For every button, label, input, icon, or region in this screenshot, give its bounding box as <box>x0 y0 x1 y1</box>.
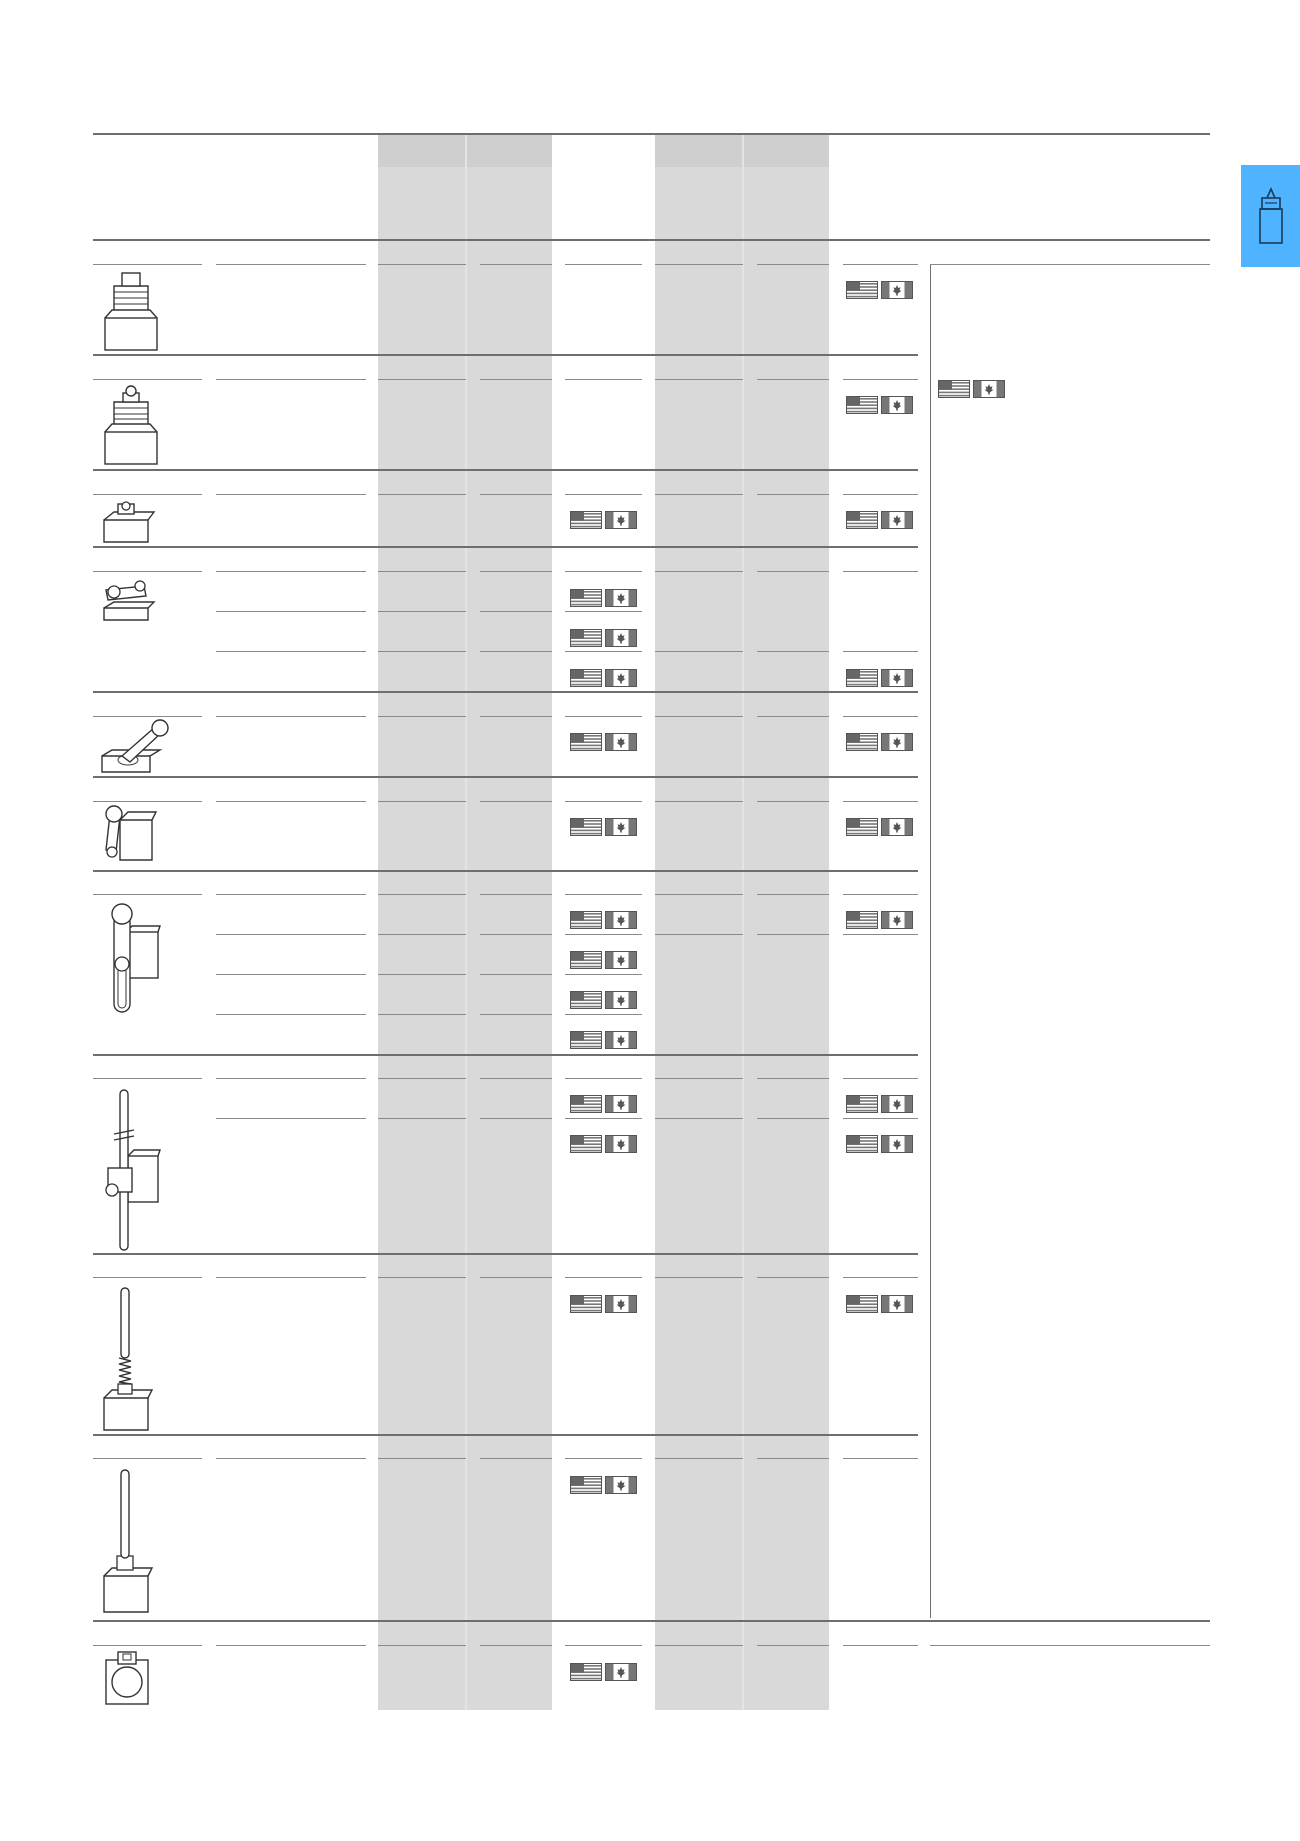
small-roller-plunger-icon <box>98 496 158 546</box>
section-rule <box>93 691 918 693</box>
section-rule <box>93 354 918 356</box>
row-rule <box>655 934 743 935</box>
row-rule <box>378 611 466 612</box>
row-rule <box>378 934 466 935</box>
row-rule <box>480 974 552 975</box>
row-rule <box>378 651 466 652</box>
us-canada-flags-icon <box>846 818 913 836</box>
row-rule <box>378 1277 466 1278</box>
us-canada-flags-icon <box>570 1031 637 1049</box>
row-rule <box>378 974 466 975</box>
us-canada-flags-icon <box>938 380 1005 398</box>
us-canada-flags-icon <box>570 511 637 529</box>
section-rule <box>93 546 918 548</box>
row-rule <box>655 1645 743 1646</box>
row-rule <box>378 894 466 895</box>
row-rule <box>480 379 552 380</box>
row-rule <box>655 1458 743 1459</box>
cat-whisker-icon <box>98 1466 158 1616</box>
row-rule <box>843 571 918 572</box>
row-rule <box>757 571 829 572</box>
row-rule <box>480 611 552 612</box>
us-canada-flags-icon <box>846 1095 913 1113</box>
row-rule <box>843 716 918 717</box>
row-rule <box>378 571 466 572</box>
rod-lever-icon <box>98 1086 164 1254</box>
row-rule <box>757 651 829 652</box>
row-rule <box>843 801 918 802</box>
us-canada-flags-icon <box>570 589 637 607</box>
row-rule <box>843 1458 918 1459</box>
row-rule <box>216 801 366 802</box>
row-rule <box>378 1014 466 1015</box>
row-rule <box>843 1645 918 1646</box>
row-rule <box>565 611 642 612</box>
row-rule <box>757 1458 829 1459</box>
row-rule <box>93 894 202 895</box>
row-rule <box>216 264 366 265</box>
row-rule <box>480 1078 552 1079</box>
row-rule <box>216 1458 366 1459</box>
spring-rod-icon <box>98 1284 158 1434</box>
us-canada-flags-icon <box>570 1135 637 1153</box>
row-rule <box>565 716 642 717</box>
us-canada-flags-icon <box>570 911 637 929</box>
row-rule <box>655 651 743 652</box>
row-rule <box>378 801 466 802</box>
row-rule <box>93 571 202 572</box>
row-rule <box>93 1458 202 1459</box>
us-canada-flags-icon <box>570 991 637 1009</box>
row-rule <box>655 894 743 895</box>
section-rule <box>93 469 918 471</box>
row-rule <box>565 1014 642 1015</box>
us-canada-flags-icon <box>846 511 913 529</box>
row-rule <box>378 1645 466 1646</box>
row-rule <box>757 1078 829 1079</box>
row-rule <box>93 1078 202 1079</box>
us-canada-flags-icon <box>570 1663 637 1681</box>
row-rule <box>757 1645 829 1646</box>
row-rule <box>480 801 552 802</box>
row-rule <box>93 264 202 265</box>
row-rule <box>480 494 552 495</box>
row-rule <box>565 379 642 380</box>
row-rule <box>843 1078 918 1079</box>
row-rule <box>565 934 642 935</box>
shaded-column-3 <box>655 135 743 1710</box>
us-canada-flags-icon <box>846 1135 913 1153</box>
row-rule <box>655 801 743 802</box>
row-rule <box>216 1014 366 1015</box>
row-rule <box>565 801 642 802</box>
rotary-roller-lever-icon <box>98 800 158 866</box>
adjustable-roller-lever-icon <box>98 900 164 1016</box>
row-rule <box>480 1277 552 1278</box>
us-canada-flags-icon <box>570 1476 637 1494</box>
column-divider <box>465 135 467 1710</box>
table-top-rule <box>93 133 1210 135</box>
section-rule <box>93 776 918 778</box>
row-rule <box>843 894 918 895</box>
row-rule <box>378 716 466 717</box>
section-rule <box>93 1434 918 1436</box>
row-rule <box>216 611 366 612</box>
row-rule <box>843 934 918 935</box>
row-rule <box>216 1078 366 1079</box>
row-rule <box>655 1078 743 1079</box>
row-rule <box>757 379 829 380</box>
row-rule <box>480 1118 552 1119</box>
metal-plunger-icon <box>98 270 164 354</box>
row-rule <box>565 1277 642 1278</box>
row-rule <box>565 974 642 975</box>
side-tab[interactable] <box>1241 165 1300 267</box>
us-canada-flags-icon <box>570 1095 637 1113</box>
section-rule <box>93 870 918 872</box>
row-rule <box>378 379 466 380</box>
row-rule <box>480 264 552 265</box>
us-canada-flags-icon <box>846 733 913 751</box>
row-rule <box>843 264 918 265</box>
us-canada-flags-icon <box>570 629 637 647</box>
roller-plunger-icon <box>98 384 164 468</box>
us-canada-flags-icon <box>570 951 637 969</box>
row-rule <box>480 1458 552 1459</box>
row-rule <box>93 1645 202 1646</box>
row-rule <box>757 264 829 265</box>
row-rule <box>216 716 366 717</box>
shaded-column-2 <box>466 135 552 1710</box>
notes-panel-bottom <box>930 1645 1210 1646</box>
row-rule <box>565 1645 642 1646</box>
row-rule <box>216 571 366 572</box>
us-canada-flags-icon <box>846 669 913 687</box>
row-rule <box>216 894 366 895</box>
limit-switch-icon <box>1241 165 1300 267</box>
row-rule <box>216 1277 366 1278</box>
us-canada-flags-icon <box>570 669 637 687</box>
roller-lever-arm-icon <box>98 716 174 776</box>
row-rule <box>757 1277 829 1278</box>
notes-flags <box>938 380 1005 398</box>
us-canada-flags-icon <box>570 818 637 836</box>
row-rule <box>216 379 366 380</box>
row-rule <box>216 651 366 652</box>
row-rule <box>843 1277 918 1278</box>
row-rule <box>216 934 366 935</box>
shaded-column-4 <box>743 135 829 1710</box>
row-rule <box>565 264 642 265</box>
row-rule <box>378 494 466 495</box>
us-canada-flags-icon <box>570 1295 637 1313</box>
column-divider <box>742 135 744 1710</box>
row-rule <box>480 571 552 572</box>
row-rule <box>216 1645 366 1646</box>
section-rule <box>93 1054 918 1056</box>
row-rule <box>757 934 829 935</box>
row-rule <box>565 1118 642 1119</box>
us-canada-flags-icon <box>846 281 913 299</box>
us-canada-flags-icon <box>846 1295 913 1313</box>
row-rule <box>480 894 552 895</box>
us-canada-flags-icon <box>846 911 913 929</box>
roller-lever-icon <box>98 574 158 624</box>
row-rule <box>216 494 366 495</box>
row-rule <box>757 894 829 895</box>
row-rule <box>378 1078 466 1079</box>
row-rule <box>565 894 642 895</box>
row-rule <box>565 494 642 495</box>
section-rule <box>93 1253 918 1255</box>
row-rule <box>480 651 552 652</box>
notes-panel-top <box>930 264 1210 265</box>
header-bottom-rule <box>93 239 1210 241</box>
row-rule <box>655 1118 743 1119</box>
notes-panel-border <box>930 264 931 1618</box>
row-rule <box>757 801 829 802</box>
row-rule <box>655 1277 743 1278</box>
shaded-column-1 <box>378 135 466 1710</box>
row-rule <box>655 716 743 717</box>
row-rule <box>757 1118 829 1119</box>
row-rule <box>480 1645 552 1646</box>
us-canada-flags-icon <box>570 733 637 751</box>
row-rule <box>843 494 918 495</box>
row-rule <box>843 651 918 652</box>
row-rule <box>655 264 743 265</box>
row-rule <box>565 571 642 572</box>
row-rule <box>843 1118 918 1119</box>
row-rule <box>378 1458 466 1459</box>
row-rule <box>655 571 743 572</box>
row-rule <box>757 494 829 495</box>
row-rule <box>655 379 743 380</box>
row-rule <box>480 1014 552 1015</box>
row-rule <box>480 934 552 935</box>
row-rule <box>843 379 918 380</box>
head-icon <box>98 1648 158 1708</box>
us-canada-flags-icon <box>846 396 913 414</box>
row-rule <box>565 1458 642 1459</box>
row-rule <box>480 716 552 717</box>
row-rule <box>93 494 202 495</box>
section-rule <box>93 1620 1210 1622</box>
row-rule <box>93 1277 202 1278</box>
row-rule <box>93 379 202 380</box>
row-rule <box>565 651 642 652</box>
row-rule <box>378 1118 466 1119</box>
row-rule <box>565 1078 642 1079</box>
row-rule <box>757 716 829 717</box>
row-rule <box>216 974 366 975</box>
row-rule <box>378 264 466 265</box>
row-rule <box>655 494 743 495</box>
row-rule <box>216 1118 366 1119</box>
